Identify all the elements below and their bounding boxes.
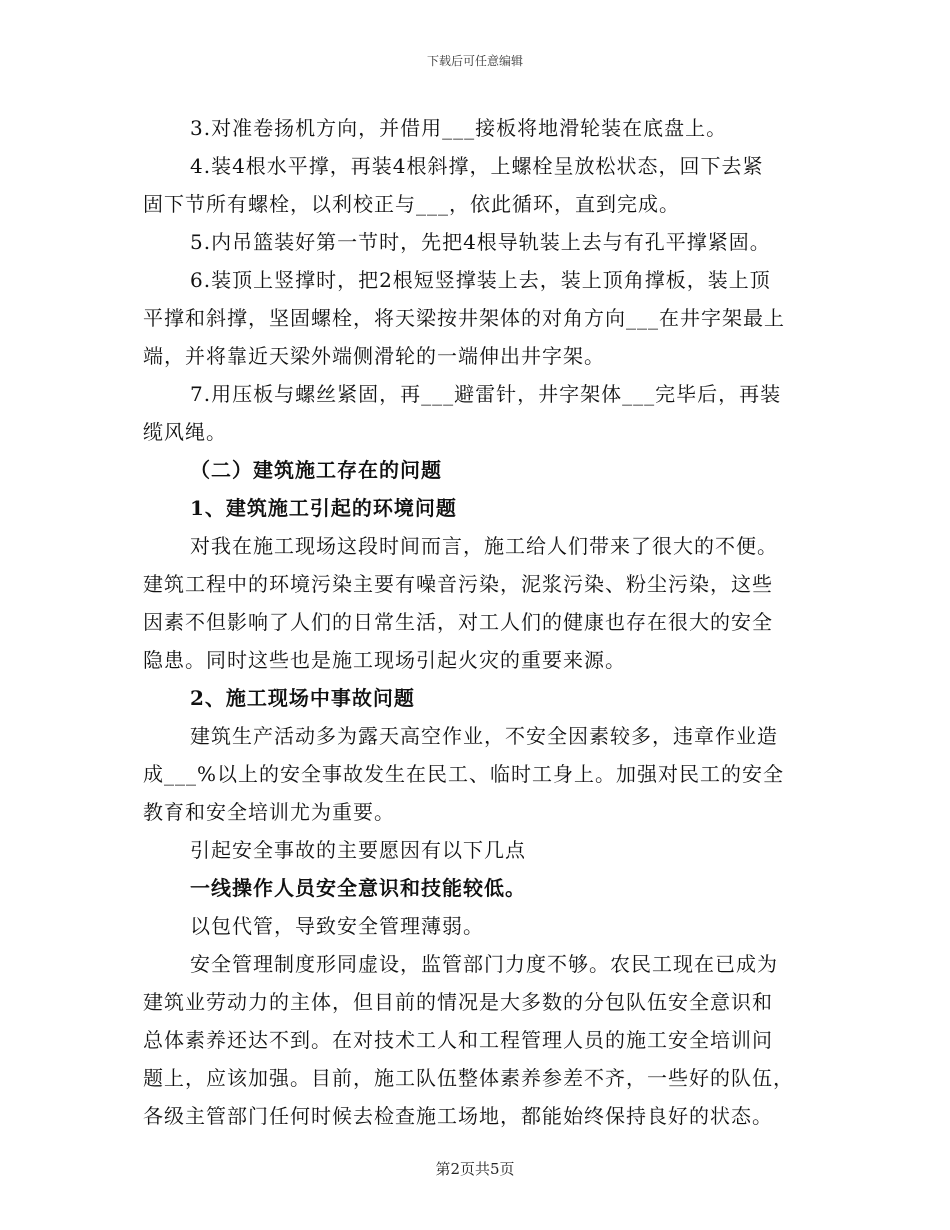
body-line: 5.内吊篮装好第一节时，先把4根导轨装上去与有孔平撑紧固。 — [190, 230, 771, 254]
body-line: 总体素养还达不到。在对技术工人和工程管理人员的施工安全培训问 — [143, 1028, 773, 1052]
body-line: 4.装4根水平撑，再装4根斜撑，上螺栓呈放松状态，回下去紧 — [190, 154, 764, 178]
body-line: 对我在施工现场这段时间而言，施工给人们带来了很大的不便。 — [190, 534, 778, 558]
bold-point: 一线操作人员安全意识和技能较低。 — [190, 876, 526, 900]
body-line: 以包代管，导致安全管理薄弱。 — [190, 914, 484, 938]
body-line: 平撑和斜撑，坚固螺栓，将天梁按井架体的对角方向___在井字架最上 — [143, 306, 785, 330]
body-line: 3.对准卷扬机方向，并借用___接板将地滑轮装在底盘上。 — [190, 116, 728, 140]
body-line: 端，并将靠近天梁外端侧滑轮的一端伸出井字架。 — [143, 344, 605, 368]
body-line: 建筑业劳动力的主体，但目前的情况是大多数的分包队伍安全意识和 — [143, 990, 773, 1014]
body-line: 隐患。同时这些也是施工现场引起火灾的重要来源。 — [143, 648, 626, 672]
body-line: 建筑工程中的环境污染主要有噪音污染，泥浆污染、粉尘污染，这些 — [143, 572, 773, 596]
body-line: 各级主管部门任何时候去检查施工场地，都能始终保持良好的状态。 — [143, 1104, 773, 1128]
subsection-heading: 1、建筑施工引起的环境问题 — [190, 496, 457, 520]
body-line: 安全管理制度形同虚设，监管部门力度不够。农民工现在已成为 — [190, 952, 778, 976]
body-line: 因素不但影响了人们的日常生活，对工人们的健康也存在很大的安全 — [143, 610, 773, 634]
body-line: 7.用压板与螺丝紧固，再___避雷针，井字架体___完毕后，再装 — [190, 382, 782, 406]
body-line: 缆风绳。 — [143, 420, 227, 444]
body-line: 教育和安全培训尤为重要。 — [143, 800, 395, 824]
subsection-heading: 2、施工现场中事故问题 — [190, 686, 415, 710]
body-line: 引起安全事故的主要愿因有以下几点 — [190, 838, 526, 862]
section-heading: （二）建筑施工存在的问题 — [190, 458, 442, 482]
body-line: 题上，应该加强。目前，施工队伍整体素养参差不齐，一些好的队伍， — [143, 1066, 794, 1090]
body-line: 建筑生产活动多为露天高空作业，不安全因素较多，违章作业造 — [190, 724, 778, 748]
body-line: 固下节所有螺栓，以利校正与___，依此循环，直到完成。 — [143, 192, 680, 216]
page-header: 下载后可任意编辑 — [426, 54, 523, 68]
body-line: 6.装顶上竖撑时，把2根短竖撑装上去，装上顶角撑板，装上顶 — [190, 268, 771, 292]
page-footer: 第2页共5页 — [435, 1160, 515, 1178]
body-line: 成___%以上的安全事故发生在民工、临时工身上。加强对民工的安全 — [143, 762, 785, 786]
